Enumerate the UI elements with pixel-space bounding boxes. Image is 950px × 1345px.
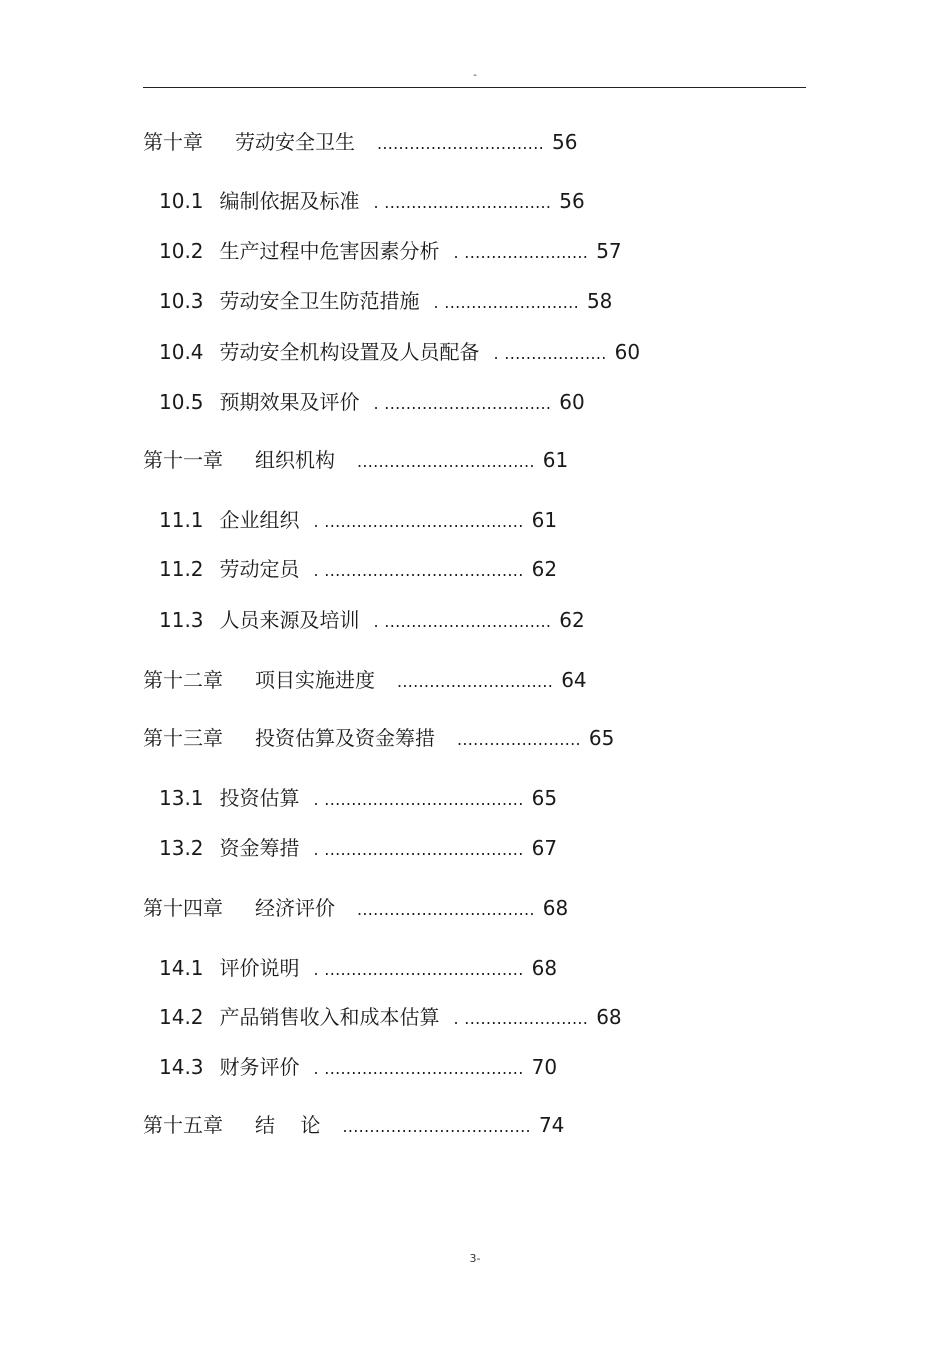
toc-leader-dots: . ..................................... (313, 960, 524, 979)
toc-leader-dots: . ..................................... (313, 790, 524, 809)
toc-entry-number: 10.1 (159, 189, 204, 213)
toc-leader-dots: ............................. (397, 672, 554, 691)
toc-leader-dots: . ..................................... (313, 840, 524, 859)
toc-entry-number: 第十二章 (143, 668, 223, 692)
toc-leader-dots: . ....................... (453, 243, 589, 262)
toc-chapter-entry[interactable] (143, 665, 587, 695)
toc-entry-title: 组织机构 (255, 448, 335, 472)
toc-page-number: 70 (531, 1055, 558, 1079)
toc-section-entry[interactable] (159, 605, 585, 635)
toc-page-number: 60 (559, 390, 585, 414)
toc-section-entry[interactable] (159, 953, 557, 983)
toc-entry-title: 编制依据及标准 (219, 189, 360, 213)
toc-entry-number: 14.3 (159, 1055, 204, 1079)
toc-leader-dots: . ............................... (373, 612, 552, 631)
toc-page-number: 65 (531, 786, 558, 810)
toc-page-number: 68 (596, 1005, 622, 1029)
toc-leader-dots: . ..................................... (313, 561, 524, 580)
toc-entry-number: 13.2 (159, 836, 204, 860)
toc-entry-number: 第十五章 (143, 1113, 223, 1137)
header-mark: - (473, 70, 477, 81)
toc-leader-dots: . ..................................... (313, 512, 524, 531)
toc-page-number: 74 (538, 1113, 565, 1137)
toc-chapter-entry[interactable] (143, 445, 568, 475)
toc-entry-number: 14.1 (159, 956, 204, 980)
toc-entry-title: 产品销售收入和成本估算 (219, 1005, 440, 1029)
toc-leader-dots: . ......................... (433, 293, 579, 312)
toc-page-number: 64 (561, 668, 587, 692)
toc-entry-number: 10.2 (159, 239, 204, 263)
toc-leader-dots: . ................... (493, 344, 607, 363)
toc-section-entry[interactable] (159, 833, 557, 863)
toc-chapter-entry[interactable] (143, 893, 568, 923)
toc-chapter-entry[interactable] (143, 127, 577, 157)
toc-entry-title: 投资估算及资金筹措 (255, 726, 435, 750)
toc-entry-title: 劳动安全卫生防范措施 (219, 289, 420, 313)
toc-entry-title: 财务评价 (219, 1055, 300, 1079)
toc-entry-title: 经济评价 (255, 896, 335, 920)
toc-section-entry[interactable] (159, 783, 557, 813)
toc-leader-dots: ................................... (342, 1117, 531, 1136)
toc-entry-title: 企业组织 (219, 508, 300, 532)
toc-entry-number: 14.2 (159, 1005, 204, 1029)
toc-section-entry[interactable] (159, 186, 585, 216)
toc-entry-number: 10.3 (159, 289, 204, 313)
toc-entry-number: 10.5 (159, 390, 204, 414)
toc-chapter-entry[interactable] (143, 723, 614, 753)
toc-section-entry[interactable] (159, 236, 622, 266)
toc-entry-number: 第十章 (143, 130, 203, 154)
toc-leader-dots: . ............................... (373, 394, 552, 413)
toc-entry-title: 人员来源及培训 (219, 608, 360, 632)
page-number: 3- (469, 1252, 481, 1265)
toc-entry-number: 第十四章 (143, 896, 223, 920)
toc-section-entry[interactable] (159, 337, 640, 367)
toc-entry-title: 投资估算 (219, 786, 300, 810)
toc-section-entry[interactable] (159, 554, 557, 584)
toc-page-number: 61 (542, 448, 569, 472)
toc-leader-dots: ................................. (357, 900, 535, 919)
toc-leader-dots: . ..................................... (313, 1059, 524, 1078)
toc-page-number: 68 (531, 956, 558, 980)
toc-page-number: 56 (551, 130, 578, 154)
toc-entry-title: 劳动安全卫生 (235, 130, 355, 154)
toc-page-number: 61 (531, 508, 558, 532)
toc-page-number: 56 (559, 189, 585, 213)
toc-chapter-entry[interactable] (143, 1110, 564, 1140)
toc-leader-dots: ............................... (377, 134, 544, 153)
toc-leader-dots: ....................... (457, 730, 581, 749)
toc-entry-title: 结 论 (255, 1113, 321, 1137)
toc-entry-number: 13.1 (159, 786, 204, 810)
toc-page-number: 62 (559, 608, 585, 632)
toc-leader-dots: . ............................... (373, 193, 552, 212)
toc-entry-title: 项目实施进度 (255, 668, 375, 692)
toc-section-entry[interactable] (159, 286, 612, 316)
toc-page-number: 57 (596, 239, 622, 263)
toc-entry-title: 评价说明 (219, 956, 300, 980)
toc-entry-number: 第十一章 (143, 448, 223, 472)
toc-entry-number: 11.1 (159, 508, 204, 532)
toc-page-number: 58 (586, 289, 613, 313)
toc-section-entry[interactable] (159, 505, 557, 535)
toc-entry-number: 第十三章 (143, 726, 223, 750)
toc-leader-dots: . ....................... (453, 1009, 589, 1028)
toc-page-number: 65 (588, 726, 615, 750)
toc-section-entry[interactable] (159, 387, 585, 417)
toc-entry-number: 11.2 (159, 557, 204, 581)
toc-entry-title: 劳动安全机构设置及人员配备 (219, 340, 480, 364)
toc-entry-title: 资金筹措 (219, 836, 300, 860)
header-rule (143, 87, 806, 88)
toc-page-number: 62 (531, 557, 558, 581)
toc-page-number: 67 (531, 836, 558, 860)
toc-page-number: 68 (542, 896, 569, 920)
toc-entry-number: 11.3 (159, 608, 204, 632)
toc-section-entry[interactable] (159, 1052, 557, 1082)
toc-entry-title: 预期效果及评价 (219, 390, 360, 414)
toc-entry-number: 10.4 (159, 340, 204, 364)
toc-entry-title: 劳动定员 (219, 557, 300, 581)
toc-page-number: 60 (614, 340, 641, 364)
toc-section-entry[interactable] (159, 1002, 622, 1032)
toc-leader-dots: ................................. (357, 452, 535, 471)
toc-entry-title: 生产过程中危害因素分析 (219, 239, 440, 263)
